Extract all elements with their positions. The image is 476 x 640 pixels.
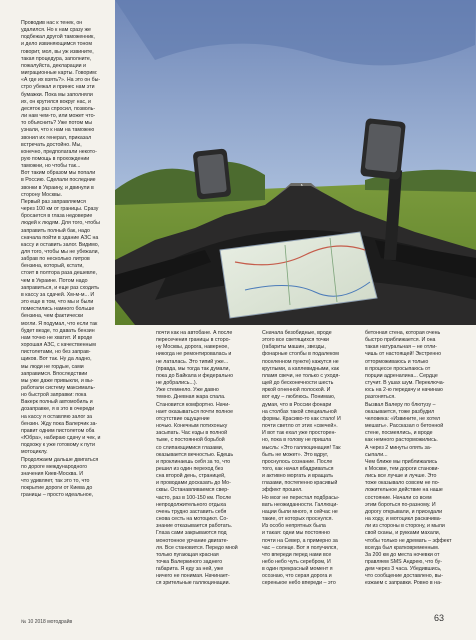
text-line: состояние. Начали со всем: [365, 494, 432, 501]
text-line: нам точно не хватит. И вроде: [21, 334, 93, 341]
text-line: мотоциклу.: [21, 449, 48, 456]
text-line: Первый раз заправляемся: [21, 198, 86, 205]
text-line: только пугающая красная: [156, 551, 219, 558]
text-line: забрав по несколько литров: [21, 256, 90, 263]
text-line: часто, раз в 100-150 км. После: [156, 494, 232, 501]
text-line: на кассу я оставляю залог за: [21, 413, 93, 420]
text-line: ночью. Конечным потихоньку: [156, 423, 228, 430]
text-line: значения Киев-Москва. И: [21, 470, 83, 477]
text-line: сначала пойти в здание АЗС на: [21, 234, 99, 241]
text-line: отсутствие ощущение: [156, 415, 210, 422]
text-line: Становится комфортно. Начи-: [156, 401, 230, 408]
text-line: таможни, но чтобы так...: [21, 163, 81, 170]
text-line: (правда, мы тогда так думали,: [156, 365, 230, 372]
text-line: почти на Север, а примерно за: [262, 537, 338, 544]
text-line: А через 2 минуты опять за-: [365, 444, 432, 451]
text-line: и проклинаешь себя за то, что: [156, 458, 231, 465]
text-line: и дело извиняющимся тоном: [21, 41, 92, 48]
text-line: щей до бесконечности шесть: [262, 380, 334, 387]
text-line: заправить полный бак, надо: [21, 227, 90, 234]
text-line: миграционные карты. Говорим:: [21, 70, 98, 77]
text-line: удалился. Но к нам сразу же: [21, 27, 91, 34]
text-line: И вот так ехал уже просторен-: [262, 430, 337, 437]
motorcycle-road-photo: [115, 0, 476, 325]
text-line: мешать». Рассказал о бетонной: [365, 423, 444, 430]
text-line: Вот таким образом мы попали: [21, 170, 96, 177]
text-line: осознаю, что серая дорога и: [262, 573, 332, 580]
text-line: всегда был кратковременным.: [365, 544, 440, 551]
text-line: их, он крутился вокруг нас, и: [21, 98, 91, 105]
text-line: монотонное урчание двигате-: [156, 537, 229, 544]
text-line: оказывается, тоже разбудил: [365, 408, 435, 415]
text-line: бетонная стена, которая очень: [365, 330, 441, 336]
text-line: такие, от которых проснулся.: [262, 516, 333, 523]
text-column-2: [156, 330, 238, 588]
text-line: порции адреналина... Сердце: [365, 372, 438, 379]
text-line: дозаправке, я в это в очереди: [21, 406, 95, 413]
text-line: оказывается вечностью. Едешь: [156, 451, 234, 458]
text-line: со слипающимися глазами,: [156, 444, 224, 451]
text-line: того, как начал вбадриваться: [262, 465, 334, 472]
text-line: знание отказывается работать.: [156, 523, 233, 530]
text-line: тоже оказывало совсем не по-: [365, 480, 440, 487]
text-line: на столбах такой специальной: [262, 408, 337, 415]
text-line: сквы. Останавливаемся свер-: [156, 487, 229, 494]
text-line: ничего не понимая. Начинает-: [156, 573, 230, 580]
text-line: такая натуральная – не отли-: [365, 344, 437, 351]
text-line: почти как на автобане. А после: [156, 330, 233, 336]
text-line: фонарные столбы в подалеком: [262, 351, 339, 358]
text-line: вать неожиданности. Галлюци-: [262, 501, 339, 508]
text-line: не добрались...).: [156, 380, 198, 387]
text-line: серенькое небо впереди – это: [262, 580, 336, 587]
text-line: формы. Красиво-то как стало! И: [262, 415, 341, 422]
text-line: Но мозг не перестал подбрасы-: [262, 494, 340, 501]
text-line: Уже стемнело. Уже давно: [156, 387, 219, 394]
text-line: правит одним пистолетом оба: [21, 427, 95, 434]
text-line: Проводив нас к тенек, он: [21, 20, 83, 26]
text-line: точка Валеркиного заднего: [156, 559, 223, 565]
text-line: никогда не ремонтировалась и: [156, 351, 232, 358]
text-line: «Юбра», набираю сдачу и чек, и: [21, 435, 101, 442]
text-line: тьме, с постоянной борьбой: [156, 437, 225, 444]
text-line: что удивляет, так это то, что: [21, 478, 90, 484]
text-line: сторону Москвы.: [21, 191, 63, 198]
text-line: поместились намного больше: [21, 306, 95, 313]
magazine-footer: № 10 2018 мотодрайв: [21, 619, 73, 625]
text-line: не латалась. Это типий уже...: [156, 358, 229, 365]
text-line: на ходу, и мотоцикл раскачива-: [365, 516, 442, 523]
text-line: то объяснить? Уже потом мы: [21, 120, 92, 127]
text-line: звонил их генерал, приказал: [21, 134, 92, 141]
text-line: щиков. Вот так. Ну да ладно,: [21, 356, 92, 363]
text-line: встречать достойно. Мы,: [21, 141, 82, 148]
text-line: ложительное действие на наше: [365, 487, 443, 494]
text-line: этого все светящихся точки: [262, 337, 329, 344]
text-line: непродолжительного отдыха: [156, 501, 227, 508]
text-line: но, пока в голову не пришла: [262, 437, 332, 444]
text-line: границы – просто идеальное,: [21, 492, 94, 499]
text-line: габарита. Я еду за ней, уже: [156, 566, 224, 573]
text-line: стене, посмеялись, и вроде: [365, 430, 433, 437]
text-line: стро убежал и принес нам эти: [21, 84, 95, 91]
text-line: глазами, постепенно красивый: [262, 480, 338, 487]
text-line: пока до Байкала и федерально: [156, 372, 234, 379]
text-line: это еще в том, что мы и были: [21, 299, 94, 306]
text-line: что сообщение доставлено, вы-: [365, 573, 443, 580]
text-line: Из особо непрятных была: [262, 523, 326, 530]
text-line: правляем SMS Андрею, что бу-: [365, 559, 442, 565]
text-line: пламя свечи, не только с уходя-: [262, 372, 341, 379]
text-line: очень трудно заставить себя: [156, 508, 227, 515]
text-line: стучит. В ушах шум. Переключа-: [365, 380, 445, 387]
text-line: но быстрой заправки: пока: [21, 392, 87, 399]
text-line: в один прекрасный момент я: [262, 566, 333, 573]
text-column-4: [365, 330, 457, 588]
text-line: Вызвал Валеру по блютузу –: [365, 401, 436, 408]
text-line: пожалуйста, декларации и: [21, 62, 86, 69]
text-line: проснулось сознание. После: [262, 458, 333, 465]
text-line: хорошая АЗС, с качественным: [21, 342, 96, 349]
text-line: кассу и оставить залог. Видимо,: [21, 241, 100, 248]
text-line: пистолетами, но без заправ-: [21, 349, 91, 356]
text-line: езжаем с заправки. Ровно в на-: [365, 580, 442, 587]
text-line: эффект прошел.: [262, 487, 303, 494]
text-line: «А где их взять?». На это он бы-: [21, 77, 101, 84]
text-line: мысль: «Это галлюцинация! Так: [262, 444, 341, 451]
text-column-1: [21, 20, 129, 499]
text-line: За 200 км до места ночевки от: [365, 551, 440, 558]
text-line: решил из один переход без: [156, 465, 224, 472]
text-line: отторможиваюсь и только: [365, 358, 429, 365]
text-line: вот еду – люблюсь. Понимаю,: [262, 394, 336, 401]
text-line: засыпать. Час езды в полной: [156, 430, 228, 437]
text-line: свой сканы, и рукками махали,: [365, 530, 441, 537]
text-line: могли. Я подумал, что если так: [21, 320, 98, 327]
text-line: разгоняться.: [365, 394, 396, 401]
text-line: работали систему максималь-: [21, 384, 96, 391]
text-line: круглыми, а каплевидными, как: [262, 365, 339, 372]
text-line: будет везде, то давать бензин: [21, 327, 95, 334]
text-line: мы уже даже привыкли, и вы-: [21, 377, 94, 384]
text-line: ли из стороны в сторону, и мыли: [365, 523, 445, 530]
text-line: звонки в Украину, и двинули в: [21, 184, 94, 191]
text-line: конечно, предполагали некото-: [21, 148, 97, 155]
text-column-3: [262, 330, 350, 588]
page-number: 63: [434, 613, 445, 623]
text-line: в Россию. Сделали последние: [21, 177, 96, 184]
text-line: по дороге международного: [21, 463, 88, 470]
text-line: рую помощь в прохождении: [21, 155, 90, 162]
text-line: ля. Все становится. Передо мной: [156, 544, 238, 551]
text-line: бензин. Жду пока Валерчик за-: [21, 420, 98, 427]
text-line: бумажки. Пока мы заполняли: [21, 91, 93, 98]
text-line: час – солнце. Вот я получился,: [262, 544, 338, 551]
text-line: человека: «Извините, не хотел: [365, 415, 441, 422]
text-line: и активно моргать и вращать: [262, 473, 334, 480]
text-line: подбежал другой таможенник,: [21, 34, 95, 41]
text-line: в процессе просыпаюсь от: [365, 365, 431, 372]
text-line: лись все лучше и лучше. Это: [365, 473, 437, 480]
text-line: бензина, который, кстати,: [21, 263, 84, 270]
text-line: быть не может». Это вдруг,: [262, 451, 329, 458]
text-line: как немного расторможились.: [365, 437, 438, 444]
text-line: темно. Дневная жара спала.: [156, 394, 226, 401]
text-line: ли нам чем-то, или может что-: [21, 113, 96, 120]
text-line: стоит в полтора раза дешевле,: [21, 270, 97, 277]
text-line: снова сесть на мотоцикл. Со-: [156, 516, 229, 523]
text-line: чем в Украине. Потом надо: [21, 277, 88, 284]
text-line: ся зрительные галлюцинации.: [156, 580, 230, 587]
text-line: узнали, что к нам на таможню: [21, 127, 95, 134]
text-line: (габариты машин, звезды,: [262, 344, 326, 351]
text-line: заправимся. Впоследствии: [21, 370, 88, 377]
text-line: чишь от настоящей! Экстренно: [365, 351, 442, 358]
text-line: такая процедура, заполните,: [21, 55, 92, 62]
text-line: дем через 3 часа. Убедившись,: [365, 566, 442, 573]
text-line: сыпали...: [365, 451, 388, 458]
text-line: людей к людям. Для того, чтобы: [21, 220, 100, 227]
text-line: в кассу за сдачей. Хм-м-м... И: [21, 291, 95, 298]
text-line: быстро приближается. И она: [365, 337, 436, 344]
text-line: мы люди не гордые, сами: [21, 363, 84, 370]
text-line: покрытие дороги от Киева до: [21, 485, 93, 492]
text-line: для того, чтобы мы не убежали,: [21, 249, 100, 255]
text-line: Сначала безобидные, вроде: [262, 330, 332, 336]
text-line: Глаза сами закрываются под: [156, 530, 227, 537]
text-line: ну Москвы, дорога, наверное,: [156, 344, 229, 351]
text-line: нации были много, я сейчас не: [262, 508, 338, 515]
text-line: дорогу открывали, и приседали: [365, 508, 443, 515]
text-line: что впереди перед нами все: [262, 551, 332, 558]
text-line: бросается в глаза недоверие: [21, 213, 93, 220]
text-line: бензина, чем фактически: [21, 313, 84, 320]
text-line: и проводами досказать до Мо-: [156, 480, 231, 487]
text-line: Чем ближе мы приближались: [365, 458, 438, 465]
text-line: чтобы только не дремать – эффект: [365, 537, 452, 544]
text-line: и такая: одни мы постоянно: [262, 530, 330, 537]
text-line: Вакерк полный автомобиль и: [21, 399, 93, 406]
text-line: поселенном пункте) кажутся не: [262, 358, 339, 365]
text-line: юсь на 2-ю передачу и начинаю: [365, 387, 443, 394]
text-line: через 100 км от границы. Сразу: [21, 206, 99, 213]
text-line: пересечения границы в сторо-: [156, 337, 231, 344]
text-line: говорит, мол, вы уж извините,: [21, 48, 94, 55]
text-line: почти светло от этих «свечей».: [262, 423, 338, 430]
text-line: этим бороться по-разному. И: [365, 501, 436, 508]
text-line: думая, что в России фонари: [262, 401, 332, 408]
text-line: подхожу к уже готовому к пути: [21, 442, 95, 449]
text-line: небо небо чуть серебром, И: [262, 559, 331, 565]
text-line: яркой огненной полоской. И: [262, 387, 331, 394]
text-line: десяток раз спросил, позволь-: [21, 105, 96, 112]
text-line: нает оказываться почти полное: [156, 408, 234, 415]
text-line: сна второй день, страницей,: [156, 473, 226, 480]
text-line: Продолжаем дальше двигаться: [21, 456, 99, 463]
text-line: к Москве, тем дороги станови-: [365, 465, 440, 472]
text-line: заправиться, и еще раз сходить: [21, 284, 99, 291]
